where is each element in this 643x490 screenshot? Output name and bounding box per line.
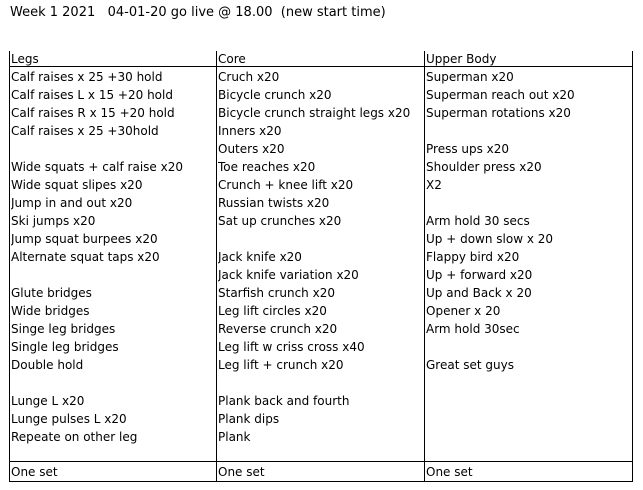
exercise-cell: Plank back and fourth [218,394,350,408]
core-footer: One set [218,465,265,479]
exercise-cell: Toe reaches x20 [218,160,316,174]
empty-cell [218,374,423,392]
column-divider [216,51,217,481]
footer-divider [10,461,632,462]
exercise-cell: Arm hold 30 secs [426,214,530,228]
empty-cell [11,140,215,158]
exercise-cell: Cruch x20 [218,70,280,84]
exercise-cell: Alternate squat taps x20 [11,250,160,264]
exercise-cell: Sat up crunches x20 [218,214,342,228]
core-column [218,51,423,446]
empty-cell [426,122,631,140]
column-divider [424,51,425,481]
exercise-cell: Lunge pulses L x20 [11,412,127,426]
exercise-cell: Shoulder press x20 [426,160,542,174]
column-header: Legs [11,52,39,66]
exercise-cell: Ski jumps x20 [11,214,96,228]
empty-cell [11,374,215,392]
exercise-cell: Wide squats + calf raise x20 [11,160,183,174]
exercise-cell: Flappy bird x20 [426,250,520,264]
exercise-cell: Starfish crunch x20 [218,286,335,300]
column-header: Core [218,52,246,66]
exercise-cell: Leg lift w criss cross x40 [218,340,365,354]
exercise-cell: Leg lift circles x20 [218,304,327,318]
exercise-cell: Arm hold 30sec [426,322,520,336]
exercise-cell: Up + forward x20 [426,268,533,282]
exercise-cell: Jack knife x20 [218,250,302,264]
exercise-cell: Up + down slow x 20 [426,232,554,246]
exercise-cell: Leg lift + crunch x20 [218,358,344,372]
exercise-cell: Plank [218,430,251,444]
exercise-cell: Double hold [11,358,84,372]
exercise-cell: Press ups x20 [426,142,510,156]
workout-table [9,51,633,482]
exercise-cell: Opener x 20 [426,304,501,318]
page-heading: Week 1 2021 04-01-20 go live @ 18.00 (new start time) [10,5,386,20]
empty-cell [426,428,631,446]
column-header: Upper Body [426,52,497,66]
exercise-cell: Crunch + knee lift x20 [218,178,354,192]
exercise-cell: Wide bridges [11,304,90,318]
exercise-cell: Superman reach out x20 [426,88,575,102]
exercise-cell: Calf raises x 25 +30 hold [11,70,163,84]
exercise-cell: Jump in and out x20 [11,196,133,210]
exercise-cell: Jack knife variation x20 [218,268,359,282]
exercise-cell: Reverse crunch x20 [218,322,338,336]
exercise-cell: Bicycle crunch straight legs x20 [218,106,411,120]
exercise-cell: Lunge L x20 [11,394,85,408]
exercise-cell: Inners x20 [218,124,282,138]
exercise-cell: Russian twists x20 [218,196,330,210]
exercise-cell: Superman rotations x20 [426,106,571,120]
exercise-cell: Plank dips [218,412,280,426]
empty-cell [426,410,631,428]
exercise-cell: Singe leg bridges [11,322,116,336]
exercise-cell: Repeate on other leg [11,430,138,444]
upper-body-column [426,51,631,446]
empty-cell [426,374,631,392]
exercise-cell: Outers x20 [218,142,285,156]
exercise-cell: Jump squat burpees x20 [11,232,158,246]
upper-body-footer: One set [426,465,473,479]
exercise-cell: Glute bridges [11,286,92,300]
exercise-cell: Calf raises x 25 +30hold [11,124,159,138]
exercise-cell: Single leg bridges [11,340,119,354]
exercise-cell: Superman x20 [426,70,514,84]
exercise-cell: X2 [426,178,442,192]
exercise-cell: Wide squat slipes x20 [11,178,143,192]
empty-cell [11,266,215,284]
exercise-cell: Up and Back x 20 [426,286,532,300]
exercise-cell: Calf raises L x 15 +20 hold [11,88,173,102]
exercise-cell: Bicycle crunch x20 [218,88,332,102]
exercise-cell: Great set guys [426,358,514,372]
empty-cell [426,194,631,212]
empty-cell [426,392,631,410]
legs-column [11,51,215,446]
empty-cell [218,230,423,248]
empty-cell [426,338,631,356]
exercise-cell: Calf raises R x 15 +20 hold [11,106,175,120]
legs-footer: One set [11,465,58,479]
